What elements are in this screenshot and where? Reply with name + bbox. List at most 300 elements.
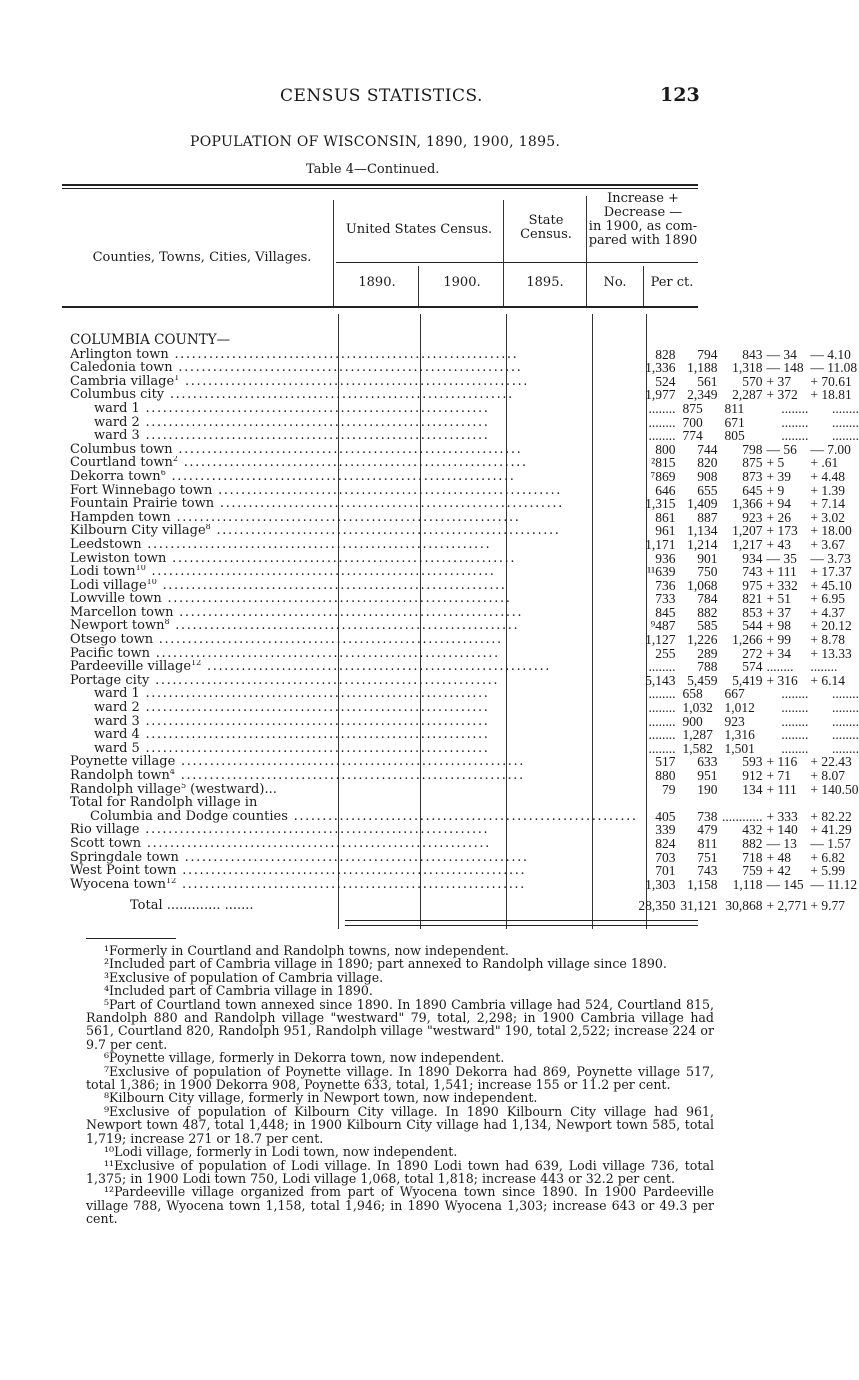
change-no: + 42 [766, 863, 791, 879]
value-1895: 1,217 [732, 536, 763, 552]
value-1890: 1,315 [645, 496, 676, 512]
row-name: Columbia and Dodge counties ............................................................ [90, 809, 638, 824]
change-pct: + 20.12 [810, 618, 852, 634]
table-row [70, 633, 859, 647]
top-rule [62, 184, 698, 186]
running-title: CENSUS STATISTICS. [280, 86, 483, 106]
value-1895: 912 [742, 768, 763, 783]
value-1900-ward: 658 [682, 686, 703, 702]
value-1900-ward: 700 [682, 414, 703, 430]
value-1890: ⁹487 [650, 618, 676, 634]
value-1895: 432 [742, 822, 763, 838]
value-1895: 843 [742, 346, 763, 362]
value-1900: 1,409 [687, 496, 718, 512]
value-1895: 2,287 [732, 387, 763, 403]
value-1895: 1,266 [732, 632, 763, 648]
change-pct: ........ [832, 686, 859, 702]
value-1895: ............ [721, 808, 763, 824]
change-pct: + 1.39 [810, 482, 846, 498]
footnote: ⁹Exclusive of population of Kilbourn City village. In 1890 Kilbourn City village had 961, Newport town 487, total 1,448; in 1900 Kilbourn City village had 1,134, Newport town 585, total 1,719; increase 271 or 18.7 per cent. [86, 1103, 714, 1146]
value-1895: 544 [742, 618, 763, 634]
table-row [70, 878, 859, 892]
value-1900: 750 [697, 564, 718, 580]
county-heading-row [70, 334, 859, 348]
change-pct: + 17.37 [810, 564, 852, 580]
change-no: + 26 [766, 509, 791, 525]
table-row [70, 619, 859, 633]
row-name: Randolph village$^5$ (westward)... [70, 782, 277, 797]
row-name: Springdale town ............................................................ [70, 850, 529, 865]
table-row [70, 511, 859, 525]
no-header: No. [603, 275, 627, 290]
change-no: + 140 [766, 822, 798, 838]
row-name: Scott town ............................................................ [70, 836, 491, 851]
value-1900-ward: 774 [682, 428, 703, 444]
row-name: ward 2 ............................................................ [94, 701, 490, 715]
value-1890: 703 [655, 849, 676, 865]
value-1890: ........ [648, 713, 676, 729]
table-row [70, 361, 859, 375]
row-name: Fort Winnebago town ............................................................ [70, 483, 563, 498]
value-1895-ward: 811 [724, 400, 745, 416]
value-1900: 1,068 [687, 577, 718, 593]
change-no: + 99 [766, 632, 791, 648]
value-1900: 2,349 [687, 387, 718, 403]
state-census-header: State Census. [520, 213, 572, 242]
row-name: Caledonia town ............................................................ [70, 361, 523, 375]
value-1895: 574 [742, 659, 763, 675]
table-row [70, 388, 859, 402]
value-1900: 820 [697, 455, 718, 471]
change-no: ........ [781, 428, 809, 444]
table-row [70, 864, 859, 878]
value-1900: 655 [697, 482, 718, 498]
value-1890: ²815 [651, 455, 676, 471]
value-1890: 861 [655, 509, 676, 525]
top-rule-2 [62, 188, 698, 189]
value-1895: 570 [742, 373, 763, 389]
table-row [70, 402, 859, 416]
change-pct: + 18.00 [810, 523, 852, 539]
total-change-pct: + 9.77 [810, 898, 846, 914]
total-1895: 30,868 [725, 898, 763, 914]
value-1895: 759 [742, 863, 763, 879]
value-1890: 824 [655, 835, 676, 851]
change-pct: + 18.81 [810, 387, 852, 403]
county-heading: COLUMBIA COUNTY— [70, 332, 231, 348]
value-1900: 738 [697, 808, 718, 824]
row-name: Randolph town$^4$ ............................................................ [70, 769, 525, 783]
change-pct: + 6.82 [810, 849, 846, 865]
value-1895: 923 [742, 509, 763, 525]
table-row [70, 715, 859, 729]
change-no: + 372 [766, 387, 798, 403]
value-1895-ward: 923 [724, 713, 745, 729]
value-1890: ........ [648, 686, 676, 702]
total-rule-top [345, 920, 698, 921]
change-pct: ........ [832, 740, 859, 756]
total-change-no: + 2,771 [766, 898, 808, 914]
total-1900: 31,121 [680, 898, 718, 914]
table-row [70, 728, 859, 742]
row-name: Poynette village ............................................................ [70, 755, 525, 769]
stub-header: Counties, Towns, Cities, Villages. [92, 250, 312, 265]
value-1890: 961 [655, 523, 676, 539]
row-name: Pacific town ............................................................ [70, 646, 500, 661]
change-pct: + 4.37 [810, 604, 846, 620]
value-1900: 289 [697, 645, 718, 661]
change-pct: + 7.14 [810, 496, 846, 512]
value-1900: 794 [697, 346, 718, 362]
footnotes [86, 944, 714, 1226]
value-1900-ward: 1,287 [682, 727, 713, 743]
value-1895: 272 [742, 645, 763, 661]
value-1890: 1,977 [645, 387, 676, 403]
value-1895: 821 [742, 591, 763, 607]
value-1900: 784 [697, 591, 718, 607]
footnote: ³Exclusive of population of Cambria village. [104, 969, 384, 985]
value-1900: 1,188 [687, 360, 718, 376]
value-1900: 5,459 [687, 672, 718, 688]
table-row [70, 416, 859, 430]
footnote: ¹¹Exclusive of population of Lodi village. In 1890 Lodi town had 639, Lodi village 736, total 1,375; in 1900 Lodi town 750, Lodi village 1,068, total 1,818; increase 443 or 32.2 per cent. [86, 1157, 714, 1186]
row-name: Columbus town ............................................................ [70, 442, 523, 457]
total-row [70, 891, 859, 913]
table-row [70, 837, 859, 851]
table-row [70, 470, 859, 484]
row-name: ward 2 ............................................................ [94, 415, 490, 430]
value-1890: 517 [655, 754, 676, 770]
value-1890: 733 [655, 591, 676, 607]
value-1895-ward: 805 [724, 428, 745, 444]
table-row [70, 851, 859, 865]
table-row [70, 456, 859, 470]
change-pct: — 4.10 [810, 346, 851, 362]
empty-cell [720, 796, 764, 810]
footnote-rule [86, 938, 176, 939]
value-1895: 1,118 [732, 876, 763, 892]
footnote: ⁷Exclusive of population of Poynette village. In 1890 Dekorra had 869, Poynette village 517, total 1,386; in 1900 Dekorra 908, Poynette 633, total, 1,541; increase 155 or 11.2 per cent. [86, 1063, 714, 1093]
table-row [70, 660, 859, 674]
value-1890: ⁷869 [650, 468, 676, 484]
table-title: POPULATION OF WISCONSIN, 1890, 1900, 1895. [190, 134, 561, 150]
value-1890: 1,303 [645, 876, 676, 892]
value-1895: 743 [742, 564, 763, 580]
row-name: Columbus city ............................................................ [70, 388, 514, 402]
change-pct: + 8.78 [810, 632, 846, 648]
change-no: ........ [781, 713, 809, 729]
change-pct: — 3.73 [810, 550, 851, 566]
value-1900: 1,158 [687, 876, 718, 892]
value-1895-ward: 667 [724, 686, 745, 702]
footnote: ¹²Pardeeville village organized from part of Wyocena town since 1890. In 1900 Pardeeville village 788, Wyocena town 1,158, total 1,946; in 1890 Wyocena 1,303; increase 643 or 49.3 per cent. [86, 1184, 714, 1227]
change-no: + 333 [766, 808, 798, 824]
row-name: Cambria village$^1$ ............................................................ [70, 374, 529, 389]
value-1895-ward: 1,316 [724, 727, 755, 743]
change-header: Increase + Decrease — in 1900, as com- pared with 1890 [588, 191, 698, 248]
change-pct: + 5.99 [810, 863, 846, 879]
row-name: ward 3 ............................................................ [94, 429, 490, 443]
table-row [70, 552, 859, 566]
table-row [70, 810, 859, 824]
footnote: ¹Formerly in Courtland and Randolph towns, now independent. [104, 943, 509, 958]
row-name: ward 3 ............................................................ [94, 714, 490, 729]
value-1895: 798 [742, 441, 763, 457]
value-1900-ward: 1,032 [682, 700, 713, 716]
change-pct: + 4.48 [810, 468, 846, 484]
change-no: + 111 [766, 781, 797, 797]
change-pct: + .61 [810, 455, 839, 471]
value-1890: ........ [648, 727, 676, 743]
value-1900: 633 [697, 754, 718, 770]
value-1895: 1,366 [732, 496, 763, 512]
change-no: + 43 [766, 536, 791, 552]
change-no: + 71 [766, 768, 791, 783]
value-1890: 1,171 [645, 536, 676, 552]
empty-cell [678, 796, 720, 810]
value-1895-ward: 1,501 [724, 740, 755, 756]
change-no: ........ [781, 414, 809, 430]
row-name: Leedstown ............................................................ [70, 537, 492, 552]
table-row [70, 796, 859, 810]
row-name: Marcellon town ............................................................ [70, 605, 524, 620]
value-1890: ........ [648, 400, 676, 416]
year-1900-header: 1900. [443, 275, 481, 290]
footnote: ⁵Part of Courtland town annexed since 1890. In 1890 Cambria village had 524, Courtland 815, Randolph 880 and Randolph village "westward" 79, total, 2,298; in 1900 Cambria village had 561, Courtland 820, Randolph 951, Randolph village "westward" 190, total 2,522; increase 224 or 9.7 per cent. [86, 996, 714, 1052]
change-pct: + 3.02 [810, 509, 846, 525]
row-name: Lodi village$^{10}$ ............................................................ [70, 578, 507, 593]
value-1900: 585 [697, 618, 718, 634]
value-1895: 593 [742, 754, 763, 770]
value-1900-ward: 875 [682, 400, 703, 416]
footnote: ⁴Included part of Cambria village in 1890. [104, 983, 373, 999]
row-name: ward 4 ............................................................ [94, 728, 490, 742]
change-no: — 34 [766, 346, 797, 362]
row-name: Otsego town ............................................................ [70, 633, 503, 647]
table-row [70, 647, 859, 661]
change-no: + 94 [766, 496, 791, 512]
value-1890: 1,336 [645, 360, 676, 376]
change-pct: ........ [810, 659, 838, 675]
change-no: ........ [781, 740, 809, 756]
change-pct: ........ [832, 713, 859, 729]
change-pct: ........ [832, 700, 859, 716]
row-name: Wyocena town$^{12}$ ............................................................ [70, 877, 526, 892]
row-name: Lodi town$^{10}$ ............................................................ [70, 565, 496, 579]
change-pct: + 140.50 [810, 781, 859, 797]
value-1900-ward: 1,582 [682, 740, 713, 756]
value-1890: 736 [655, 577, 676, 593]
row-name: Kilbourn City village$^8$ ............................................................ [70, 524, 561, 538]
value-1895-ward: 671 [724, 414, 745, 430]
row-name: Total for Randolph village in [70, 796, 258, 810]
value-1895: 5,419 [732, 672, 763, 688]
change-pct: + 6.14 [810, 672, 846, 688]
table-row [70, 687, 859, 701]
change-no: — 35 [766, 550, 797, 566]
table-row [70, 742, 859, 756]
value-1900: 744 [697, 441, 718, 457]
value-1900: 1,226 [687, 632, 718, 648]
change-pct: + 8.07 [810, 768, 846, 783]
change-pct: + 6.95 [810, 591, 846, 607]
row-name: Fountain Prairie town ............................................................ [70, 497, 564, 511]
table-row [70, 348, 859, 362]
footnote: ¹⁰Lodi village, formerly in Lodi town, now independent. [104, 1144, 458, 1160]
table-row [70, 823, 859, 837]
value-1890: 800 [655, 441, 676, 457]
change-no: — 56 [766, 441, 797, 457]
table-row [70, 592, 859, 606]
value-1895: 975 [742, 577, 763, 593]
value-1890: 646 [655, 482, 676, 498]
change-pct: + 22.43 [810, 754, 852, 770]
value-1895: 718 [742, 849, 763, 865]
table-row [70, 497, 859, 511]
value-1895: 934 [742, 550, 763, 566]
change-no: + 37 [766, 604, 791, 620]
change-no: + 51 [766, 591, 791, 607]
value-1900: 951 [697, 768, 718, 783]
population-table [70, 334, 859, 913]
total-label: Total ............. ....... [130, 898, 254, 913]
change-no: ........ [781, 700, 809, 716]
value-1895: 875 [742, 455, 763, 471]
value-1890: 828 [655, 346, 676, 362]
value-1895: 134 [742, 781, 763, 797]
row-name: ward 1 ............................................................ [94, 401, 490, 416]
change-no: + 48 [766, 849, 791, 865]
value-1890: ........ [648, 659, 676, 675]
value-1900: 1,134 [687, 523, 718, 539]
change-no: — 13 [766, 835, 797, 851]
header-bottom-rule [62, 306, 698, 308]
value-1900: 882 [697, 604, 718, 620]
table-row [70, 443, 859, 457]
value-1895: 873 [742, 468, 763, 484]
value-1900: 887 [697, 509, 718, 525]
change-no: — 148 [766, 360, 804, 376]
table-row [70, 579, 859, 593]
change-no: + 37 [766, 373, 791, 389]
footnote: ²Included part of Cambria village in 1890; part annexed to Randolph village since 1890. [104, 956, 667, 972]
value-1890: 5,143 [645, 672, 676, 688]
value-1900: 788 [697, 659, 718, 675]
row-name: Portage city ............................................................ [70, 673, 500, 688]
value-1890: 524 [655, 373, 676, 389]
row-name: Dekorra town$^6$ ............................................................ [70, 469, 516, 484]
change-no: ........ [781, 727, 809, 743]
table-row [70, 565, 859, 579]
change-no: ........ [781, 400, 809, 416]
footnote: ⁸Kilbourn City village, formerly in Newport town, now independent. [104, 1090, 538, 1106]
row-name: ward 5 ............................................................ [94, 741, 490, 756]
table-row [70, 769, 859, 783]
row-name: Courtland town$^2$ ............................................................ [70, 456, 528, 470]
total-1890: 28,350 [638, 898, 676, 914]
change-pct: — 11.12 [810, 876, 858, 892]
value-1900: 908 [697, 468, 718, 484]
row-name: Lewiston town ............................................................ [70, 551, 517, 566]
us-census-header: United States Census. [345, 222, 493, 237]
value-1900: 751 [697, 849, 718, 865]
row-name: West Point town ............................................................ [70, 864, 527, 878]
value-1890: 79 [661, 781, 676, 797]
value-1895: 1,318 [732, 360, 763, 376]
table-row [70, 606, 859, 620]
row-name: ward 1 ............................................................ [94, 687, 490, 702]
empty-cell [764, 796, 808, 810]
change-pct: + 45.10 [810, 577, 852, 593]
page-number: 123 [660, 84, 700, 106]
empty-cell [808, 796, 859, 810]
table-subtitle: Table 4—Continued. [306, 162, 440, 177]
value-1890: 339 [655, 822, 676, 838]
total-rule-bottom [345, 925, 698, 926]
change-pct: + 70.61 [810, 373, 852, 389]
change-no: + 116 [766, 754, 798, 770]
value-1895: 882 [742, 835, 763, 851]
table-row [70, 375, 859, 389]
change-pct: — 1.57 [810, 835, 851, 851]
change-no: + 98 [766, 618, 791, 634]
value-1890: ........ [648, 700, 676, 716]
change-no: + 39 [766, 468, 791, 484]
value-1890: 405 [655, 808, 676, 824]
value-1900: 1,214 [687, 536, 718, 552]
change-no: — 145 [766, 876, 804, 892]
row-name: Lowville town ............................................................ [70, 592, 512, 606]
value-1890: ........ [648, 414, 676, 430]
change-no: + 5 [766, 455, 785, 471]
value-1900: 743 [697, 863, 718, 879]
value-1900: 561 [697, 373, 718, 389]
change-no: + 316 [766, 672, 798, 688]
change-pct: + 3.67 [810, 536, 846, 552]
change-pct: + 13.33 [810, 645, 852, 661]
table-row [70, 538, 859, 552]
value-1900: 190 [697, 781, 718, 797]
value-1900: 811 [697, 835, 718, 851]
change-no: + 173 [766, 523, 798, 539]
change-pct: ........ [832, 428, 859, 444]
subheader-rule [336, 262, 698, 263]
empty-cell [638, 796, 679, 810]
table-row [70, 755, 859, 769]
value-1890: ........ [648, 740, 676, 756]
value-1890: 845 [655, 604, 676, 620]
change-no: + 332 [766, 577, 798, 593]
footnote: ⁶Poynette village, formerly in Dekorra town, now independent. [104, 1050, 505, 1066]
value-1895: 853 [742, 604, 763, 620]
table-row [70, 524, 859, 538]
table-row [70, 484, 859, 498]
table-body [70, 334, 859, 913]
change-pct: — 11.08 [810, 360, 858, 376]
change-pct: ........ [832, 727, 859, 743]
value-1890: 701 [655, 863, 676, 879]
value-1890: ¹¹639 [647, 564, 676, 580]
value-1890: 1,127 [645, 632, 676, 648]
value-1890: 936 [655, 550, 676, 566]
value-1890: 880 [655, 768, 676, 783]
value-1890: ........ [648, 428, 676, 444]
change-no: ........ [781, 686, 809, 702]
change-pct: + 82.22 [810, 808, 852, 824]
change-no: + 34 [766, 645, 791, 661]
value-1895: 1,207 [732, 523, 763, 539]
table-row [70, 783, 859, 797]
